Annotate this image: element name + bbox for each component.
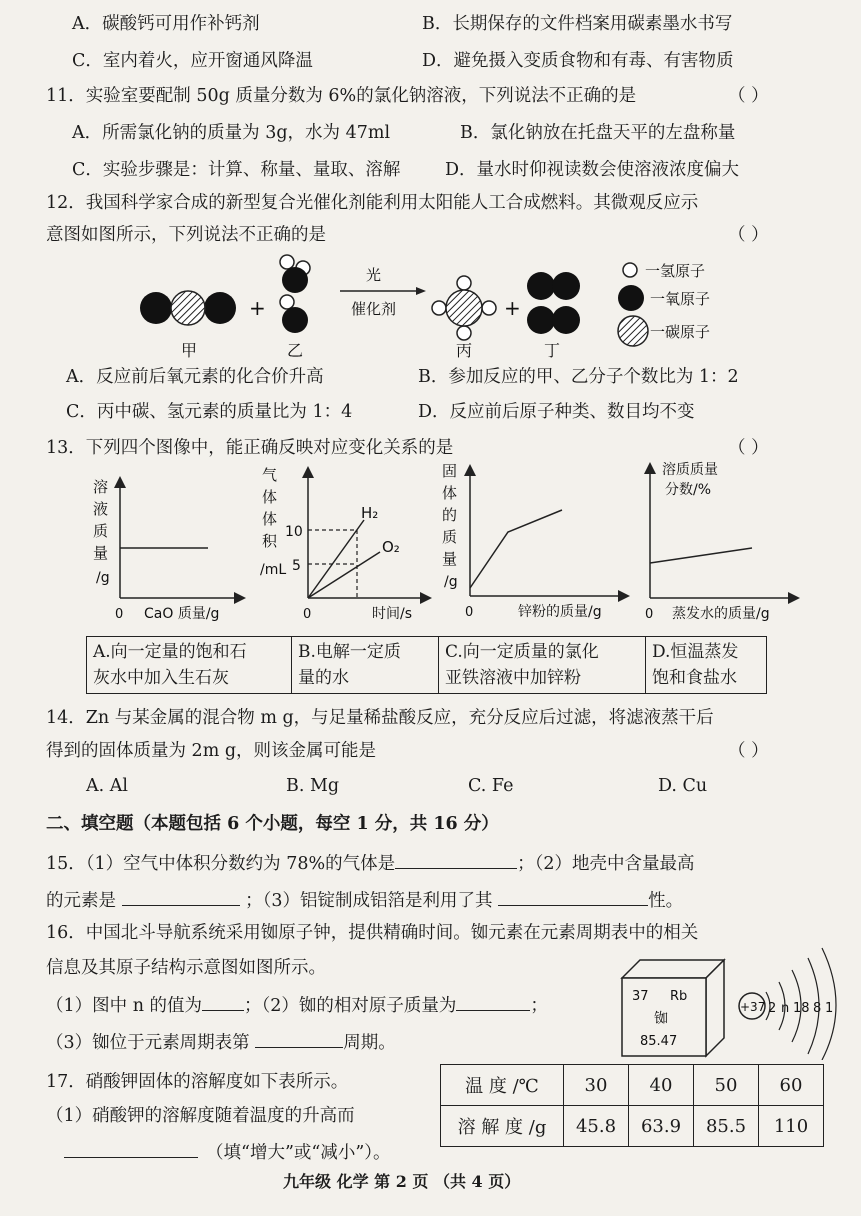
q16-line1: （1）图中 n 的值为 ；（2）铷的相对原子质量为 ；	[46, 992, 548, 1018]
q12-option-b: B．参加反应的甲、乙分子个数比为 1：2	[418, 367, 739, 387]
molecule-ding	[527, 272, 580, 334]
graph-a-ylabel-3: 质	[93, 522, 109, 540]
q16-stem-line1: 16．中国北斗导航系统采用铷原子钟，提供精确时间。铷元素在元素周期表中的相关	[46, 923, 699, 943]
graph-c-origin: 0	[465, 605, 474, 620]
graph-a-xlabel: CaO 质量/g	[144, 606, 220, 622]
graph-b-ylabel-4: 积	[262, 532, 278, 550]
q17-blank-1[interactable]	[64, 1139, 198, 1158]
q12-option-a: A．反应前后氧元素的化合价升高	[66, 367, 324, 387]
graph-c-ylabel-3: 的	[442, 506, 458, 524]
temp-60: 60	[759, 1065, 824, 1106]
reaction-diagram	[0, 250, 861, 370]
graph-c	[442, 462, 624, 620]
q11-option-b: B．氯化钠放在托盘天平的左盘称量	[460, 123, 736, 143]
graph-a-ylabel-4: 量	[93, 544, 109, 562]
graph-b-ylabel-2: 体	[262, 488, 278, 506]
q17-line2: （填“增大”或“减小”）。	[64, 1139, 391, 1165]
shell-4: 8	[813, 1001, 822, 1016]
page-footer: 九年级 化学 第 2 页 （共 4 页）	[283, 1172, 521, 1191]
graph-d-xlabel: 蒸发水的质量/g	[672, 606, 770, 622]
solubility-30: 45.8	[564, 1106, 629, 1147]
q14-paren: （ ）	[728, 741, 769, 761]
shell-1: 2	[768, 1001, 777, 1016]
molecule-yi	[280, 255, 310, 333]
q15-line2: 的元素是 ；（3）铝锭制成铝箔是利用了其 性。	[46, 887, 683, 913]
graph-c-ylabel-2: 体	[442, 484, 458, 502]
solubility-40: 63.9	[629, 1106, 694, 1147]
label-bing: 丙	[456, 341, 473, 360]
graph-d-curve	[650, 548, 752, 563]
q14-stem-line1: 14．Zn 与某金属的混合物 m g，与足量稀盐酸反应，充分反应后过滤，将滤液蒸干后	[46, 708, 714, 728]
graph-a-ylabel-2: 液	[93, 500, 109, 518]
q15-line1: 15．（1）空气中体积分数约为 78%的气体是 ；（2）地壳中含量最高	[46, 850, 695, 876]
legend-carbon-atom	[618, 316, 648, 346]
q15-blank-2[interactable]	[122, 887, 240, 906]
shell-5: 1	[825, 1001, 834, 1016]
q15-blank-1[interactable]	[395, 850, 517, 869]
q16-blank-2[interactable]	[456, 992, 530, 1011]
graph-b	[260, 466, 426, 622]
solubility-60: 110	[759, 1106, 824, 1147]
legend-oxygen-atom	[618, 285, 644, 311]
q12-paren: （ ）	[728, 225, 769, 245]
graph-b-origin: 0	[303, 607, 312, 622]
section-2-heading: 二、填空题（本题包括 6 个小题，每空 1 分，共 16 分）	[46, 814, 499, 834]
element-mass: 85.47	[640, 1034, 678, 1049]
q11-stem: 11．实验室要配制 50g 质量分数为 6%的氯化钠溶液，下列说法不正确的是	[46, 86, 637, 106]
q14-option-b: B. Mg	[286, 776, 340, 796]
q13-option-a: A.向一定量的饱和石 灰水中加入生石灰	[87, 637, 292, 694]
plus-sign-1: +	[249, 296, 266, 320]
q12-stem-line2: 意图如图所示，下列说法不正确的是	[46, 225, 326, 245]
atom-structure	[739, 948, 836, 1060]
q12-stem-line1: 12．我国科学家合成的新型复合光催化剂能利用太阳能人工合成燃料。其微观反应示	[46, 193, 699, 213]
graph-d-ylabel-2: 分数/%	[665, 482, 712, 498]
graph-b-ylabel-5: /mL	[260, 562, 287, 578]
q17-stem: 17．硝酸钾固体的溶解度如下表所示。	[46, 1072, 349, 1092]
q13-graphs	[0, 460, 861, 630]
graph-d-ylabel-1: 溶质质量	[662, 462, 718, 478]
arrow-condition-top: 光	[366, 266, 382, 284]
graph-d	[645, 461, 794, 622]
graph-b-ylabel-1: 气	[262, 466, 278, 484]
graph-a-ylabel-1: 溶	[93, 478, 109, 496]
element-symbol: Rb	[670, 989, 688, 1004]
shell-2: n	[781, 1001, 790, 1016]
graph-b-tick-10: 10	[285, 524, 303, 540]
graph-b-ylabel-3: 体	[262, 510, 278, 528]
q13-options-table	[86, 636, 767, 694]
graph-c-ylabel-4: 质	[442, 528, 458, 546]
graph-c-ylabel-5: 量	[442, 550, 458, 568]
legend-carbon-label: 一碳原子	[650, 323, 711, 341]
legend-hydrogen-label: 一氢原子	[645, 262, 706, 280]
q12-option-c: C．丙中碳、氢元素的质量比为 1：4	[66, 402, 353, 422]
solubility-row-label: 溶 解 度 /g	[441, 1106, 564, 1147]
periodic-cell	[622, 960, 724, 1056]
arrow-condition-bottom: 催化剂	[351, 300, 397, 318]
q17-line1: （1）硝酸钾的溶解度随着温度的升高而	[46, 1106, 355, 1126]
temp-50: 50	[694, 1065, 759, 1106]
temp-row-label: 温 度 /℃	[441, 1065, 564, 1106]
solubility-50: 85.5	[694, 1106, 759, 1147]
q16-blank-1[interactable]	[202, 992, 244, 1011]
q13-paren: （ ）	[728, 438, 769, 458]
q10-option-d: D．避免摄入变质食物和有毒、有害物质	[422, 51, 734, 71]
q13-option-b: B.电解一定质 量的水	[292, 637, 439, 694]
graph-c-ylabel-1: 固	[442, 462, 458, 480]
q11-paren: （ ）	[728, 86, 769, 106]
graph-a-origin: 0	[115, 607, 124, 622]
q16-stem-line2: 信息及其原子结构示意图如图所示。	[46, 958, 326, 978]
q14-option-d: D. Cu	[658, 776, 708, 796]
label-yi: 乙	[287, 341, 304, 360]
temp-30: 30	[564, 1065, 629, 1106]
q16-line2: （3）铷位于元素周期表第 周期。	[46, 1029, 396, 1055]
q15-blank-3[interactable]	[498, 887, 648, 906]
graph-c-ylabel-6: /g	[444, 574, 458, 590]
q10-option-b: B．长期保存的文件档案用碳素墨水书写	[422, 14, 733, 34]
q12-option-d: D．反应前后原子种类、数目均不变	[418, 402, 695, 422]
q16-blank-3[interactable]	[255, 1029, 343, 1048]
graph-b-h2-label: H₂	[361, 504, 379, 522]
label-jia: 甲	[181, 341, 198, 360]
q10-option-a: A．碳酸钙可用作补钙剂	[72, 14, 260, 34]
q14-option-a: A. Al	[86, 776, 128, 796]
graph-b-tick-5: 5	[292, 558, 301, 574]
atom-nucleus: +37	[740, 1000, 766, 1014]
q11-option-a: A．所需氯化钠的质量为 3g，水为 47ml	[72, 123, 391, 143]
q13-stem: 13．下列四个图像中，能正确反映对应变化关系的是	[46, 438, 454, 458]
graph-b-o2-label: O₂	[382, 538, 400, 556]
graph-c-curve	[470, 510, 562, 588]
rubidium-figure	[618, 930, 858, 1060]
q11-option-c: C．实验步骤是：计算、称量、量取、溶解	[72, 160, 401, 180]
graph-c-xlabel: 锌粉的质量/g	[518, 604, 602, 620]
q11-option-d: D．量水时仰视读数会使溶液浓度偏大	[445, 160, 740, 180]
molecule-bing	[432, 276, 496, 340]
molecule-jia	[140, 291, 236, 325]
legend-oxygen-label: 一氧原子	[650, 290, 711, 308]
temp-40: 40	[629, 1065, 694, 1106]
graph-b-o2-line	[308, 552, 380, 598]
graph-a-ylabel-5: /g	[96, 570, 110, 586]
q14-stem-line2: 得到的固体质量为 2m g，则该金属可能是	[46, 741, 377, 761]
q13-option-c: C.向一定质量的氯化 亚铁溶液中加锌粉	[439, 637, 646, 694]
graph-d-origin: 0	[645, 607, 654, 622]
label-ding: 丁	[544, 341, 561, 360]
solubility-table	[440, 1064, 824, 1147]
graph-b-h2-line	[308, 520, 364, 598]
graph-a	[93, 478, 240, 622]
element-name: 铷	[654, 1011, 668, 1027]
q14-option-c: C. Fe	[468, 776, 514, 796]
q10-option-c: C．室内着火，应开窗通风降温	[72, 51, 313, 71]
shell-3: 18	[793, 1001, 810, 1016]
element-atomic-number: 37	[632, 989, 649, 1004]
legend-hydrogen-atom	[623, 263, 637, 277]
plus-sign-2: +	[504, 296, 521, 320]
graph-b-xlabel: 时间/s	[372, 606, 413, 622]
q13-option-d: D.恒温蒸发 饱和食盐水	[646, 637, 767, 694]
